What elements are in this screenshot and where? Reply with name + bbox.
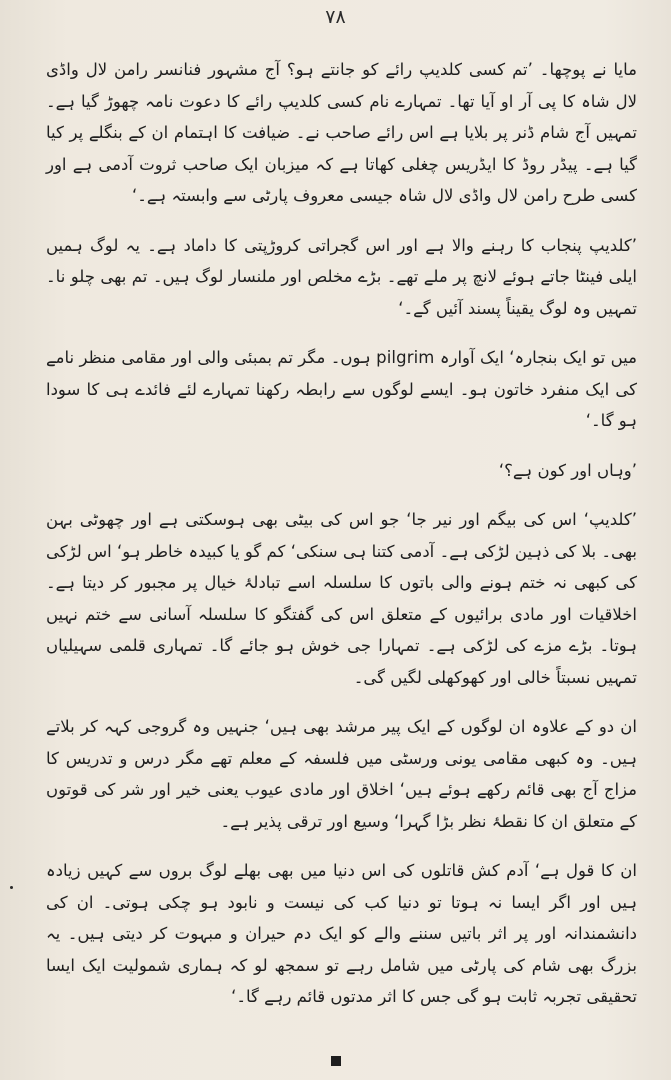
paragraph-5: ’کلدیپ‘ اس کی بیگم اور نیر جا‘ جو اس کی بیٹی بھی ہوسکتی ہے اور چھوٹی بہن بھی۔ بلا کی ذہین لڑکی ہے۔ آدمی کتنا ہی سنکی‘ کم گو یا کبیدہ خاطر ہو‘ اس لڑکی کی کبھی نہ ختم ہونے والی باتوں کا سلسلہ اسے تبادلۂ خیال پر مجبور کر دیتا ہے۔ اخلاقیات اور مادی برائیوں کے متعلق اس کی گفتگو کا سلسلہ آسانی سے ختم نہیں ہوتا۔ بڑے مزے کی لڑکی ہے۔ تمہارا جی خوش ہو جائے گا۔ تمہاری قلمی سہیلیاں تمہیں نسبتاً خالی اور کھوکھلی لگیں گی۔: [46, 510, 637, 687]
footer-square-mark: [331, 1056, 341, 1066]
paragraph-4: ’وہاں اور کون ہے؟‘: [498, 460, 637, 480]
paragraph-1: مایا نے پوچھا۔ ’تم کسی کلدیپ رائے کو جانتے ہو؟ آج مشہور فنانسر رامن لال واڈی لال شاہ کا پی آر او آیا تھا۔ تمہارے نام کسی کلدیپ رائے کا دعوت نامہ چھوڑ گیا ہے۔ تمہیں آج شام ڈنر پر بلایا ہے اس رائے صاحب نے۔ ضیافت کا اہتمام ان کے بنگلے پر کیا گیا ہے۔ پیڈر روڈ کا ایڈریس چغلی کھاتا ہے کہ میزبان ایک صاحب ثروت آدمی ہے اور کسی طرح رامن لال واڈی لال شاہ جیسی معروف پارٹی سے وابستہ ہے۔‘: [46, 60, 637, 205]
margin-dot: [10, 886, 13, 889]
paragraph-2: ’کلدیپ پنجاب کا رہنے والا ہے اور اس گجراتی کروڑپتی کا داماد ہے۔ یہ لوگ ہمیں ایلی فینٹا جاتے ہوئے لانچ پر ملے تھے۔ بڑے مخلص اور ملنسار لوگ ہیں۔ تم بھی چلو نا۔ تمہیں وہ لوگ یقیناً پسند آئیں گے۔‘: [46, 235, 637, 318]
paragraph-3: میں تو ایک بنجارہ‘ ایک آوارہ pilgrim ہوں۔ مگر تم بمبئی والی اور مقامی منظر نامے کی ایک منفرد خاتون ہو۔ ایسے لوگوں سے رابطہ رکھنا تمہارے لئے فائدے ہی کا سودا ہو گا۔‘: [46, 348, 637, 430]
paragraph-6: ان دو کے علاوہ ان لوگوں کے ایک پیر مرشد بھی ہیں‘ جنہیں وہ گروجی کہہ کر بلاتے ہیں۔ وہ کبھی مقامی یونی ورسٹی میں فلسفہ کے معلم تھے مگر درس و تدریس کا مزاج آج بھی قائم رکھے ہوئے ہیں‘ اخلاق اور مادی عیوب یعنی خیر اور شر کی قوتوں کے متعلق ان کا نقطۂ نظر بڑا گہرا‘ وسیع اور ترقی پذیر ہے۔: [46, 717, 637, 831]
paragraph-7: ان کا قول ہے‘ آدم کش قاتلوں کی اس دنیا میں بھی بھلے لوگ بروں سے کہیں زیادہ ہیں اور اگر ایسا نہ ہوتا تو دنیا کب کی نیست و نابود ہو چکی ہوتی۔ ان کی دانشمندانہ اور پر اثر باتیں سننے والے کو ایک دم حیران و مبہوت کر دیتی ہیں۔ یہ بزرگ بھی شام کی پارٹی میں شامل رہے تو سمجھ لو کہ ہماری شمولیت ایک ایسا تحقیقی تجربہ ثابت ہو گی جس کا اثر مدتوں قائم رہے گا۔‘: [46, 861, 637, 1006]
page-number: ۷۸: [325, 6, 346, 28]
page-body: [46, 54, 637, 1031]
